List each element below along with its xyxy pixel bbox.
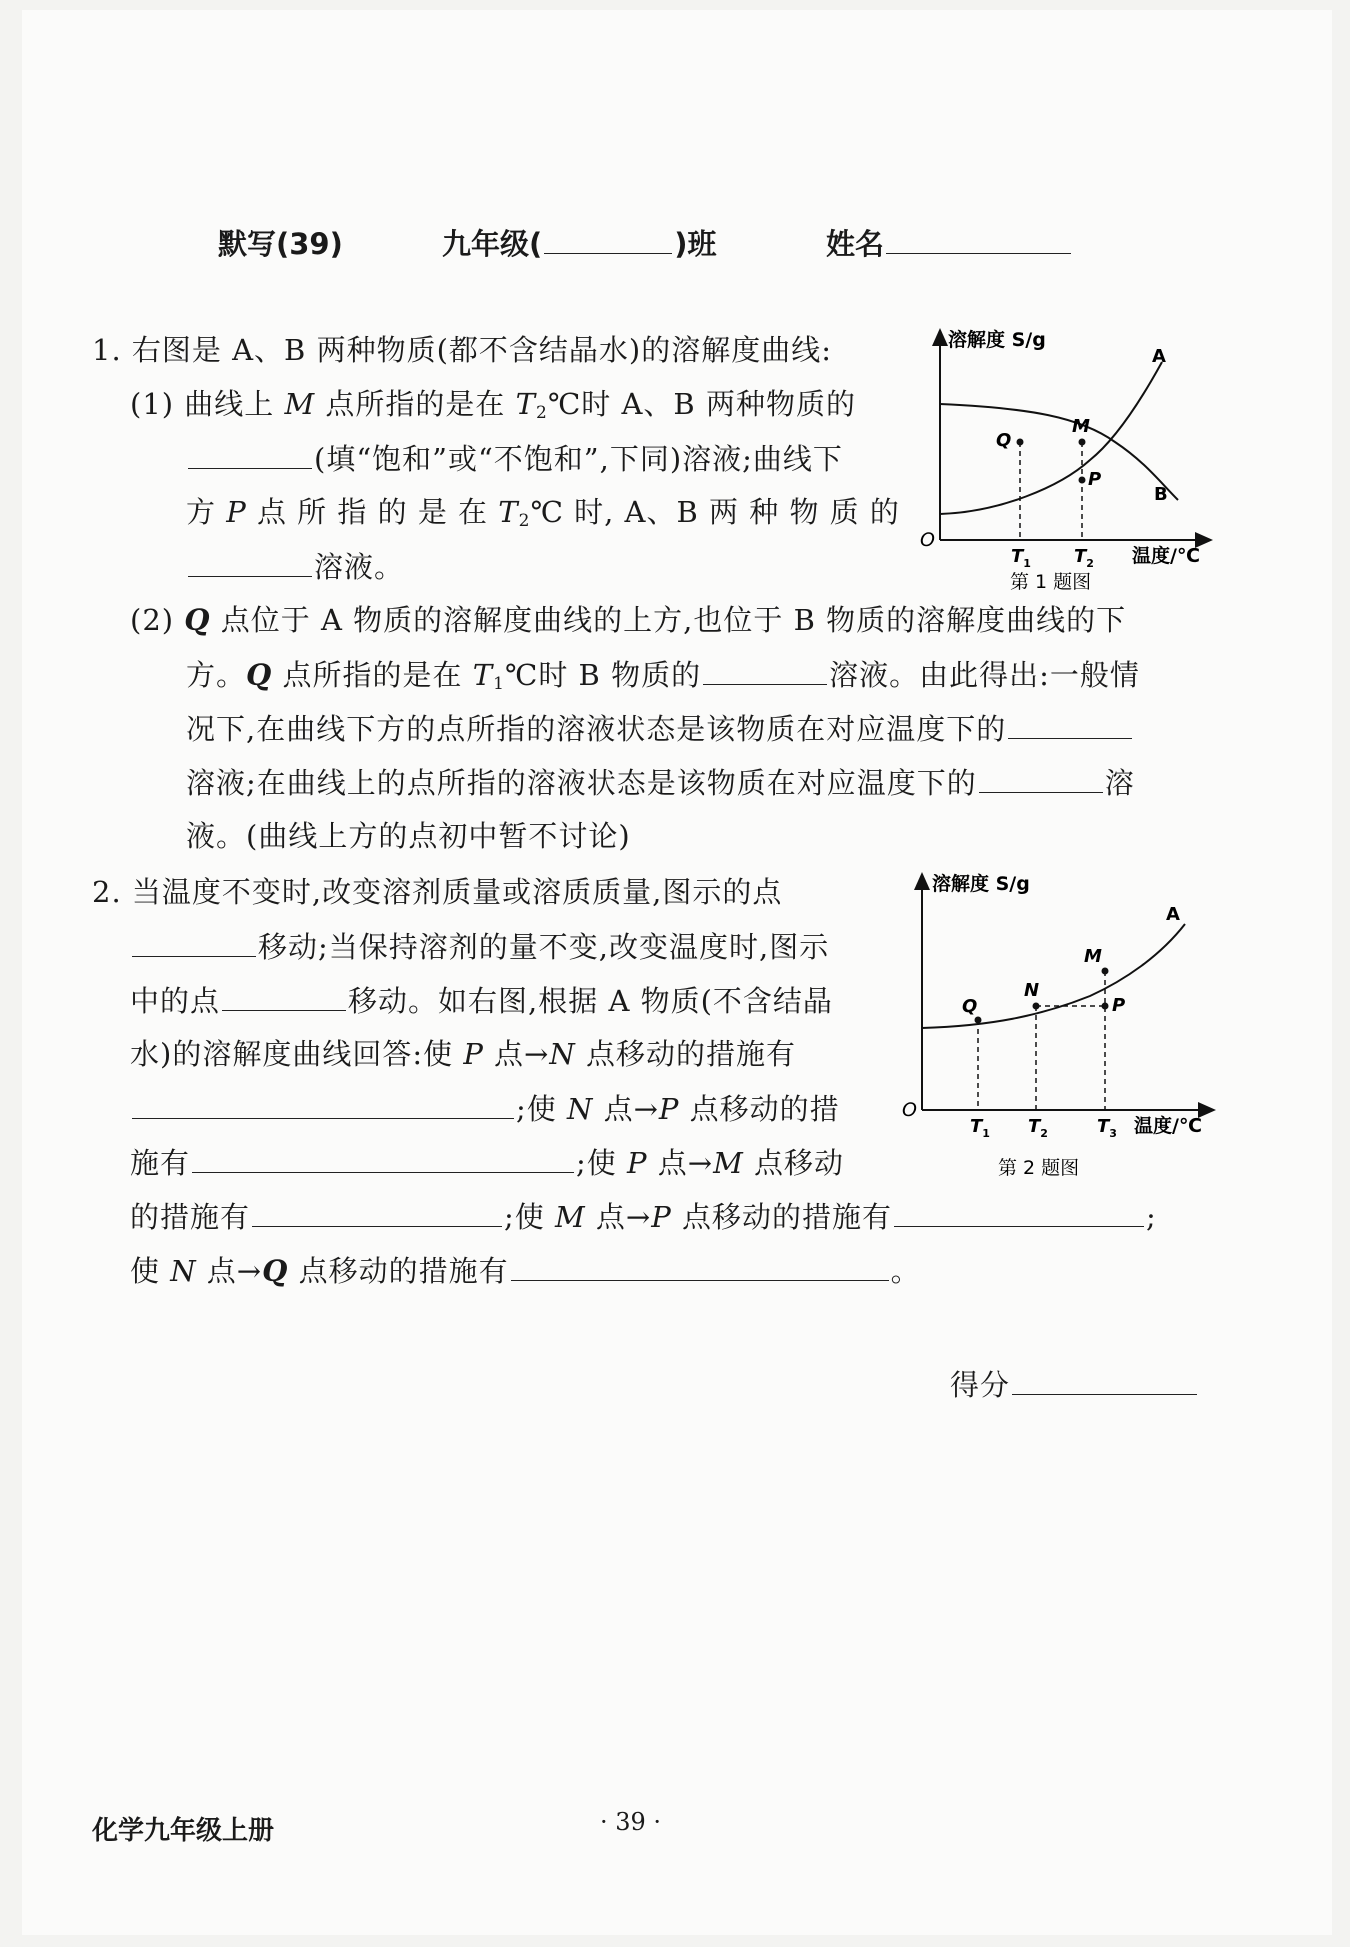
q2-line2 (130, 926, 829, 967)
text: 点→ (196, 1254, 263, 1288)
temp-sub: 1 (493, 674, 505, 694)
t1-sub: 1 (1023, 557, 1031, 570)
point-m (1079, 439, 1086, 446)
page-number: · 39 · (600, 1808, 662, 1836)
q2-line7 (130, 1196, 1157, 1237)
text: (填“饱和”或“不饱和”,下同)溶液;曲线下 (314, 442, 843, 476)
temp-label: T (498, 495, 519, 529)
t2-sub: 2 (1040, 1127, 1048, 1140)
text: 溶液。由此得出:一般情 (829, 658, 1140, 692)
text: 点移动的措施有 (671, 1200, 892, 1234)
text: 使 (130, 1254, 171, 1288)
score-label: 得分 (950, 1368, 1011, 1402)
text: 点所指的是在 (315, 387, 516, 421)
text: 溶液;在曲线上的点所指的溶液状态是该物质在对应温度下的 (186, 766, 977, 800)
q2-line4 (130, 1034, 796, 1074)
name-blank[interactable] (886, 223, 1071, 254)
answer-blank[interactable] (188, 438, 312, 469)
point-p-label: P (1112, 995, 1126, 1016)
q1-part1-line3 (186, 492, 900, 541)
text: ;使 (516, 1092, 567, 1126)
t3-sub: 3 (1109, 1127, 1117, 1140)
grade-prefix: 九年级( (442, 227, 543, 261)
t2-letter: T (1028, 1116, 1041, 1137)
answer-blank[interactable] (252, 1196, 502, 1227)
q2-line6 (130, 1142, 844, 1183)
text: 移动。如右图,根据 A 物质(不含结晶 (348, 984, 833, 1018)
text: 的措施有 (130, 1200, 251, 1234)
text: 中的点 (130, 984, 221, 1018)
point-m-label: M (555, 1200, 586, 1234)
t2-label (1074, 546, 1094, 570)
point-m-label: M (284, 387, 316, 421)
class-blank[interactable] (544, 223, 672, 254)
text: 点移动的措施有 (288, 1254, 509, 1288)
name-label: 姓名 (826, 227, 885, 261)
answer-blank[interactable] (188, 546, 312, 577)
text: (1) 曲线上 (130, 387, 285, 421)
t2-letter: T (1074, 546, 1087, 567)
point-q (975, 1017, 982, 1024)
answer-blank[interactable] (894, 1196, 1144, 1227)
point-m (1102, 968, 1109, 975)
q1-part1-line2 (186, 438, 843, 479)
q1-part1-line4 (186, 546, 404, 587)
q2-line5 (130, 1088, 840, 1129)
point-q-label: Q (996, 430, 1012, 451)
text: ℃时 A、B 两种物质的 (547, 387, 856, 421)
q1-stem: 1. 右图是 A、B 两种物质(都不含结晶水)的溶解度曲线: (92, 333, 832, 367)
curve-a (940, 362, 1162, 514)
t1-label (970, 1116, 990, 1140)
text: 。 (890, 1254, 921, 1288)
point-p (1079, 477, 1086, 484)
origin-label: O (920, 529, 935, 551)
point-q (1017, 439, 1024, 446)
point-m-label: M (1072, 416, 1090, 437)
figure-1-solubility-graph (910, 322, 1220, 602)
point-p-label: P (463, 1037, 484, 1071)
temp-sub: 2 (518, 511, 531, 531)
grade-suffix: )班 (674, 227, 717, 261)
temp-sub: 2 (536, 403, 548, 423)
text: 点 所 指 的 是 在 (246, 495, 499, 529)
text: 况下,在曲线下方的点所指的溶液状态是该物质在对应温度下的 (186, 712, 1007, 746)
dictation-title: 默写(39) (218, 227, 343, 261)
curve-a-label: A (1166, 904, 1180, 925)
text: 点→ (585, 1200, 652, 1234)
text: 方 (186, 495, 227, 529)
text: 施有 (130, 1146, 191, 1180)
answer-blank[interactable] (222, 980, 346, 1011)
q1-part2-line5: 液。(曲线上方的点初中暂不讨论) (186, 819, 631, 853)
point-m-label: M (1084, 946, 1102, 967)
text: 点移动的措 (679, 1092, 840, 1126)
curve-b (940, 404, 1178, 500)
text: ; (1145, 1200, 1157, 1234)
t3-label (1097, 1116, 1117, 1140)
x-axis-label: 温度/℃ (1134, 1115, 1202, 1137)
q1-part2-line4 (186, 762, 1135, 803)
t1-letter: T (1011, 546, 1024, 567)
point-n-label: N (170, 1254, 197, 1288)
text: 溶 (1104, 766, 1135, 800)
answer-blank[interactable] (703, 654, 827, 685)
text: 点→ (647, 1146, 714, 1180)
point-q-label: Q (962, 996, 978, 1017)
class-field (442, 222, 717, 263)
text: 点位于 A 物质的溶解度曲线的上方,也位于 B 物质的溶解度曲线的下 (210, 603, 1127, 637)
point-p-label: P (658, 1092, 680, 1126)
answer-blank[interactable] (132, 926, 256, 957)
t1-letter: T (970, 1116, 983, 1137)
q1-part1-line1 (130, 384, 856, 433)
point-p-label: P (226, 495, 247, 529)
q2-line3 (130, 980, 833, 1021)
text: ℃时 B 物质的 (504, 658, 702, 692)
text: 溶液。 (314, 550, 405, 584)
answer-blank[interactable] (979, 762, 1103, 793)
x-axis-label: 温度/℃ (1132, 545, 1200, 567)
point-n-label: N (567, 1092, 594, 1126)
book-title: 化学九年级上册 (92, 1816, 275, 1846)
name-field (826, 222, 1073, 263)
temp-label: T (472, 658, 494, 692)
q1-part2-line1 (130, 600, 1126, 640)
curve-a-label: A (1152, 346, 1166, 367)
y-axis-label: 溶解度 S/g (932, 873, 1030, 895)
q1-part2-line2 (186, 654, 1140, 704)
t2-sub: 2 (1086, 557, 1094, 570)
text: 方。 (186, 658, 247, 692)
text: ;使 (576, 1146, 628, 1180)
q2-line1: 2. 当温度不变时,改变溶剂质量或溶质质量,图示的点 (92, 875, 783, 909)
point-q-label: Q (184, 603, 211, 637)
text: 水)的溶解度曲线回答:使 (130, 1037, 464, 1071)
point-q-label: Q (262, 1254, 289, 1288)
point-p-label: P (627, 1146, 648, 1180)
answer-blank[interactable] (192, 1142, 574, 1173)
t1-sub: 1 (982, 1127, 990, 1140)
answer-blank[interactable] (511, 1250, 889, 1281)
point-n (1033, 1003, 1040, 1010)
text: ℃ 时, A、B 两 种 物 质 的 (530, 495, 900, 529)
score-field (950, 1364, 1199, 1405)
origin-label: O (902, 1099, 917, 1121)
point-p-label: P (1088, 469, 1102, 490)
text: 点→ (593, 1092, 659, 1126)
text: 点→ (483, 1037, 550, 1071)
point-n-label: N (549, 1037, 576, 1071)
point-p (1102, 1003, 1109, 1010)
answer-blank[interactable] (132, 1088, 514, 1119)
curve-b-label: B (1154, 484, 1168, 505)
text: 点移动的措施有 (575, 1037, 796, 1071)
figure-2-solubility-graph (900, 866, 1220, 1196)
t1-label (1011, 546, 1031, 570)
temp-label: T (515, 387, 536, 421)
text: ;使 (504, 1200, 556, 1234)
text: 点所指的是在 (272, 658, 473, 692)
figure-2-caption: 第 2 题图 (998, 1157, 1080, 1179)
y-axis-label: 溶解度 S/g (948, 329, 1046, 351)
point-p-label: P (651, 1200, 672, 1234)
score-blank[interactable] (1012, 1364, 1197, 1395)
t2-label (1028, 1116, 1048, 1140)
figure-1-caption: 第 1 题图 (1010, 571, 1092, 593)
text: (2) (130, 603, 185, 637)
q1-part2-line3 (186, 708, 1134, 749)
point-n-label: N (1024, 980, 1040, 1001)
text: 点移动 (743, 1146, 844, 1180)
text: 移动;当保持溶剂的量不变,改变温度时,图示 (258, 930, 830, 964)
t3-letter: T (1097, 1116, 1110, 1137)
answer-blank[interactable] (1008, 708, 1132, 739)
point-q-label: Q (246, 658, 273, 692)
q2-line8 (130, 1250, 921, 1291)
point-m-label: M (713, 1146, 744, 1180)
